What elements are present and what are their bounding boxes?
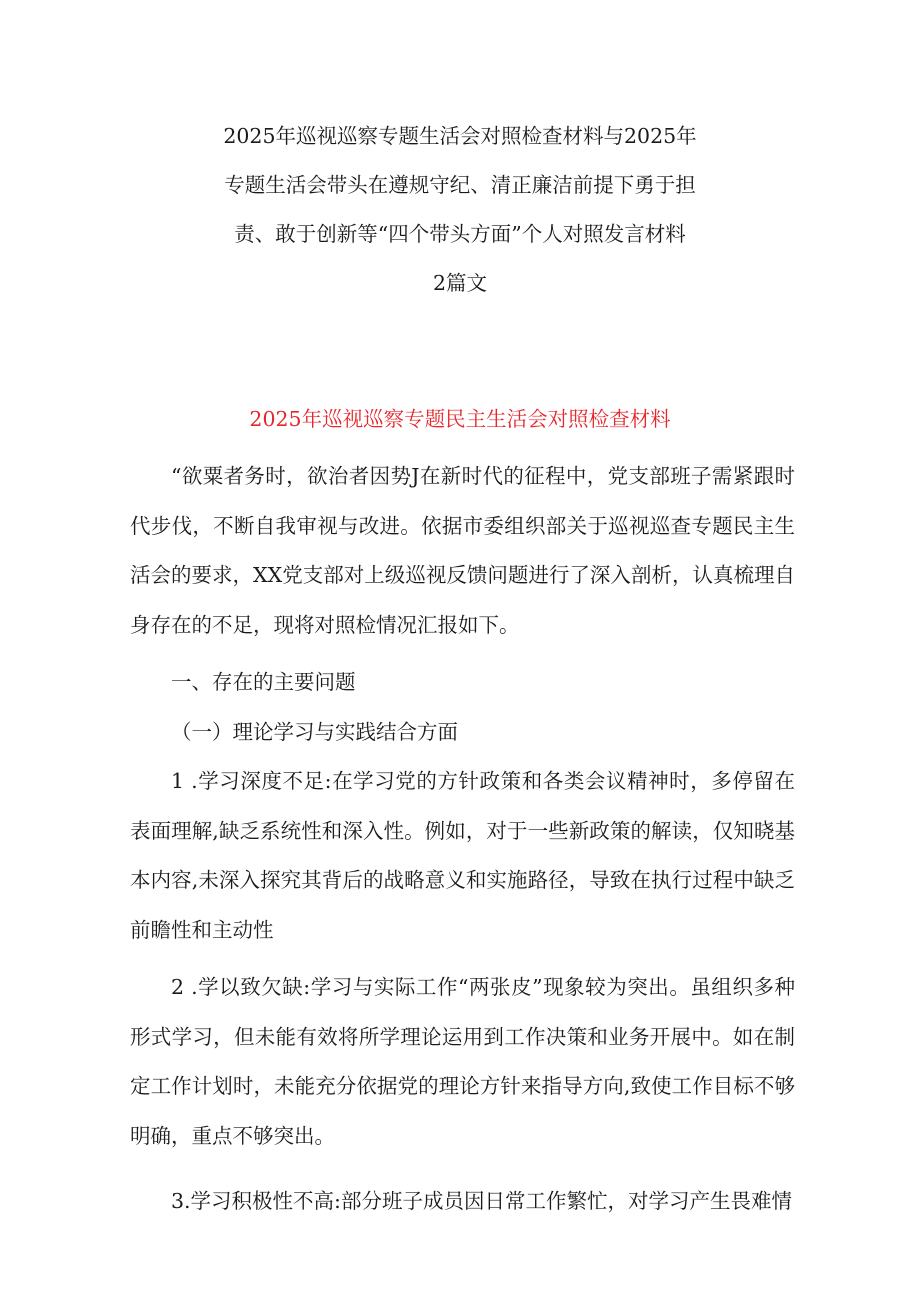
- title-line-3: 责、敢于创新等“四个带头方面”个人对照发言材料: [234, 222, 686, 246]
- title-line-2: 专题生活会带头在遵规守纪、清正廉洁前提下勇于担: [224, 173, 696, 197]
- item-2-paragraph: 2 .学以致欠缺:学习与实际工作“两张皮”现象较为突出。虽组织多种形式学习，但未能有效将所学理论运用到工作决策和业务开展中。如在制定工作计划时，未能充分依据党的理论方针来指导方向,致使工作目标不够明确，重点不够突出。: [130, 975, 795, 1148]
- intro-paragraph: “欲粟者务时，欲治者因势J在新时代的征程中，党支部班子需紧跟时代步伐，不断自我审视与改进。依据市委组织部关于巡视巡查专题民主生活会的要求，XX党支部对上级巡视反馈问题进行了深入剖析，认真梳理自身存在的不足，现将对照检情况汇报如下。: [130, 464, 795, 637]
- item-1-paragraph: 1 .学习深度不足:在学习党的方针政策和各类会议精神时，多停留在表面理解,缺乏系统性和深入性。例如，对于一些新政策的解读，仅知晓基本内容,未深入探究其背后的战略意义和实施路径，导致在执行过程中缺乏前瞻性和主动性: [130, 769, 795, 942]
- subheading-theory-practice: （一）理论学习与实践结合方面: [171, 719, 458, 744]
- heading-main-problems: 一、存在的主要问题: [171, 670, 356, 694]
- document-title: [150, 112, 770, 308]
- item-3-paragraph: 3.学习积极性不高:部分班子成员因日常工作繁忙，对学习产生畏难情: [171, 1189, 792, 1213]
- document-body: [130, 452, 795, 1227]
- title-line-4: 2篇文: [432, 271, 488, 295]
- section-heading: 2025年巡视巡察专题民主生活会对照检查材料: [249, 407, 671, 431]
- title-line-1: 2025年巡视巡察专题生活会对照检查材料与2025年: [223, 124, 697, 148]
